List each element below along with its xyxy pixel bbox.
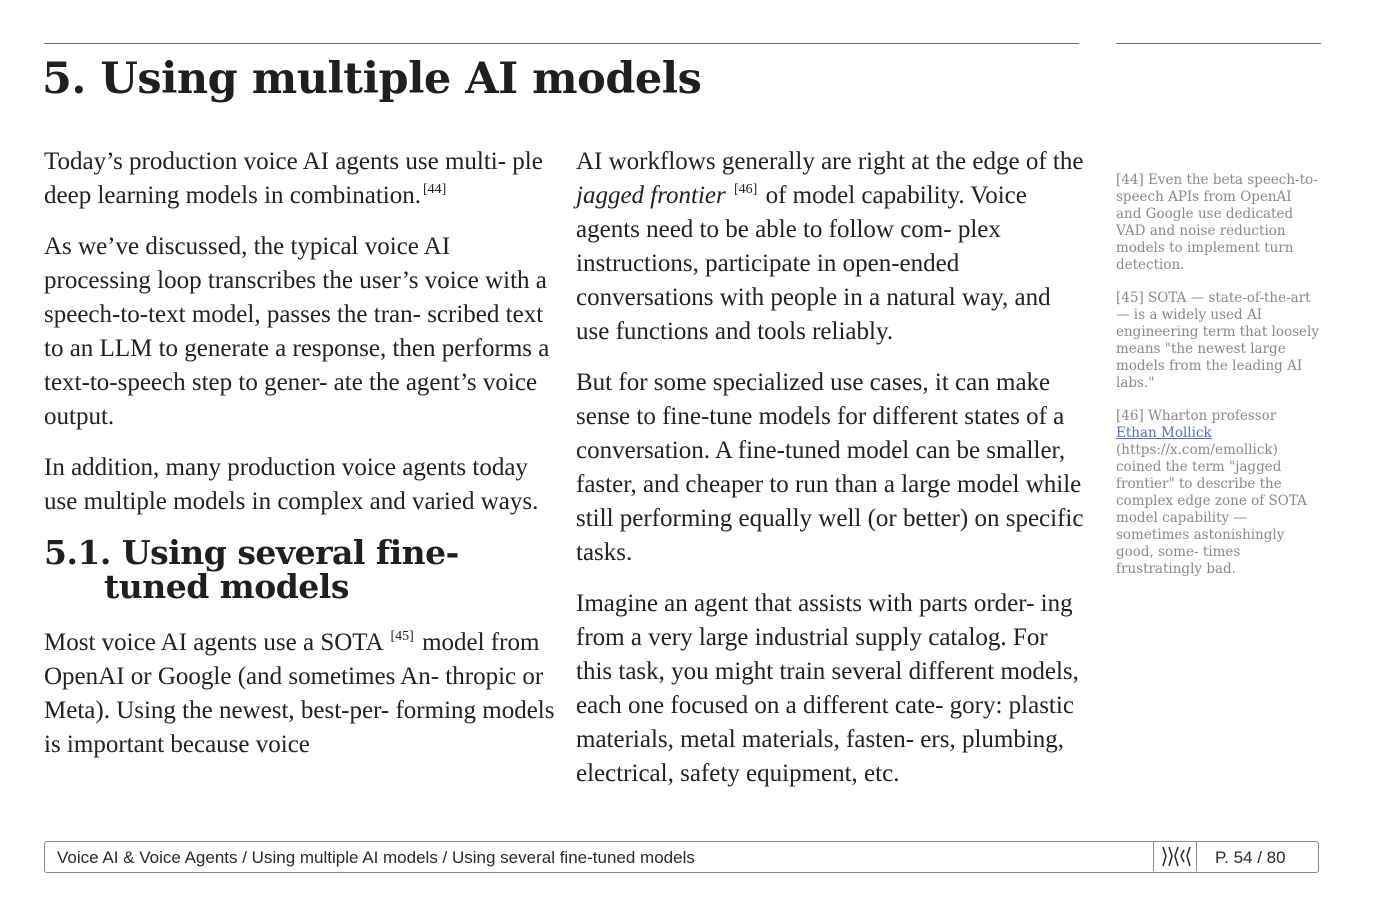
footnote-ref-44[interactable]: [44] bbox=[423, 182, 447, 197]
paragraph: As we’ve discussed, the typical voice AI processing loop transcribes the user’s voice with a speech-to-text model, passes the tran- scribed text to an LLM to generate a response, then performs a text-to-speech step to gener- ate the agent’s voice output. bbox=[44, 233, 550, 430]
paragraph: Imagine an agent that assists with parts order- ing from a very large industrial supply catalog. For this task, you might train several different models, each one focused on a different cate- gory: plastic materials, metal materials, fasten- ers, plumbing, electrical, safety equipment, etc. bbox=[576, 590, 1079, 787]
section-heading: 5.1. Using several fine-tuned models bbox=[44, 533, 459, 606]
sidenote-44: [44] Even the beta speech-to-speech APIs from OpenAI and Google use dedicated VAD and noise reduction models to implement turn detection. bbox=[1116, 172, 1318, 273]
page-title: 5. Using multiple AI models bbox=[42, 54, 702, 104]
paragraph: In addition, many production voice agents today use multiple models in complex and varied ways. bbox=[44, 454, 539, 515]
page-number: P. 54 / 80 bbox=[1215, 848, 1286, 867]
wave-logo-icon bbox=[1153, 842, 1197, 871]
paragraph: Today’s production voice AI agents use multi- ple deep learning models in combination. [44] bbox=[44, 148, 543, 209]
body-column-right bbox=[576, 145, 1086, 808]
emphasis-text: jagged frontier bbox=[576, 182, 726, 209]
sidenotes bbox=[1116, 172, 1321, 594]
paragraph: AI workflows generally are right at the edge of the jagged frontier [46] of model capability. Voice agents need to be able to follow com- plex instructions, participate in open-ended conversations with people in a natural way, and use functions and tools reliably. bbox=[576, 148, 1084, 345]
ethan-mollick-link[interactable]: Ethan Mollick bbox=[1116, 425, 1212, 441]
sidenote-rule bbox=[1116, 43, 1321, 44]
top-rule bbox=[44, 43, 1079, 44]
footnote-ref-46[interactable]: [46] bbox=[734, 182, 758, 197]
body-column-left bbox=[44, 145, 559, 779]
footnote-ref-45[interactable]: [45] bbox=[390, 629, 414, 644]
breadcrumb[interactable]: Voice AI & Voice Agents / Using multiple AI models / Using several fine-tuned models bbox=[57, 848, 695, 867]
paragraph: Most voice AI agents use a SOTA [45] model from OpenAI or Google (and sometimes An- thropic or Meta). Using the newest, best-per- forming models is important because voice bbox=[44, 629, 555, 758]
footer-bar bbox=[44, 841, 1319, 873]
sidenote-46: [46] Wharton professor Ethan Mollick (https://x.com/emollick) coined the term "jagged frontier" to describe the complex edge zone of SOTA model capability — sometimes astonishingly good, some- times frustratingly bad. bbox=[1116, 408, 1307, 577]
sidenote-45: [45] SOTA — state-of-the-art — is a widely used AI engineering term that loosely means "the newest large models from the leading AI labs." bbox=[1116, 290, 1319, 391]
paragraph: But for some specialized use cases, it can make sense to fine-tune models for different states of a conversation. A fine-tuned model can be smaller, faster, and cheaper to run than a large model while still performing equally well (or better) on specific tasks. bbox=[576, 369, 1084, 566]
